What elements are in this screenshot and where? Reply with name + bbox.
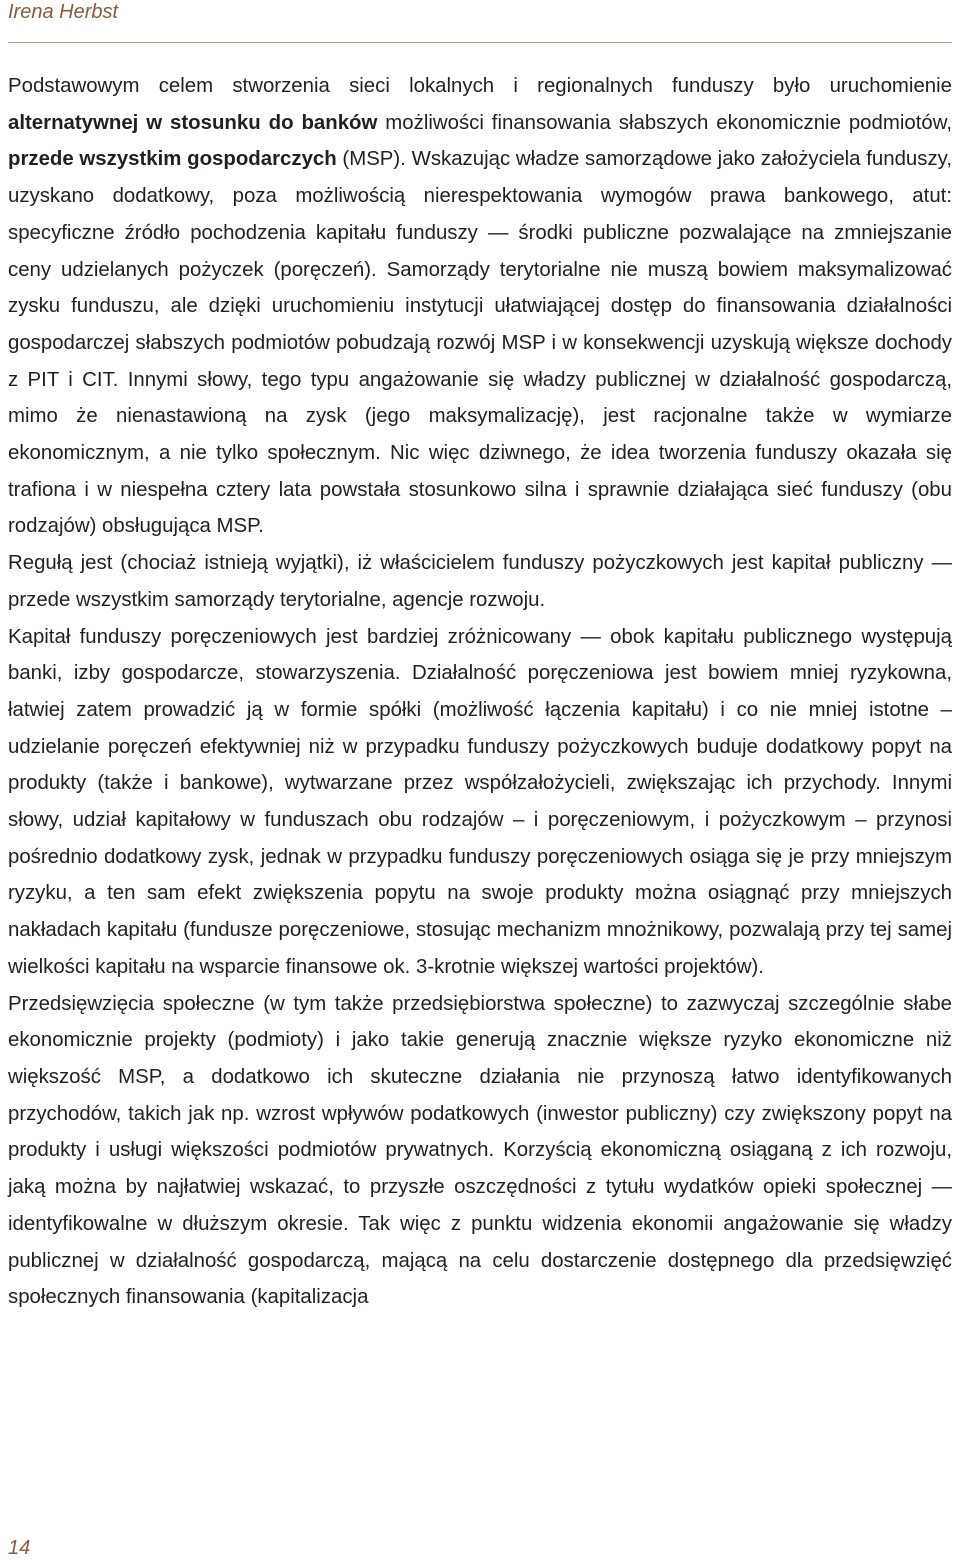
body-text xyxy=(8,68,952,1316)
paragraph-1-text-a: Podstawowym celem stworzenia sieci lokalnych i regionalnych funduszy było uruchomienie xyxy=(8,75,952,97)
paragraph-1 xyxy=(8,68,952,545)
paragraph-3: Kapitał funduszy poręczeniowych jest bardziej zróżnicowany — obok kapitału publicznego występują banki, izby gospodarcze, stowarzyszenia. Działalność poręczeniowa jest bowiem mniej ryzykowna, łatwiej zatem prowadzić ją w formie spółki (możliwość łączenia kapitału) i co nie mniej istotne – udzielanie poręczeń efektywniej niż w przypadku funduszy pożyczkowych buduje dodatkowy popyt na produkty (także i bankowe), wytwarzane przez współzałożycieli, zwiększając ich przychody. Innymi słowy, udział kapitałowy w funduszach obu rodzajów – i poręczeniowym, i pożyczkowym – przynosi pośrednio dodatkowy zysk, jednak w przypadku funduszy poręczeniowych osiąga się je przy mniejszym ryzyku, a ten sam efekt zwiększenia popytu na swoje produkty można osiągnąć przy mniejszych nakładach kapitału (fundusze poręczeniowe, stosując mechanizm mnożnikowy, pozwalają przy tej samej wielkości kapitału na wsparcie finansowe ok. 3-krotnie większej wartości projektów). xyxy=(8,625,952,978)
emphasis-alternative-to-banks: alternatywnej w stosunku do banków xyxy=(8,111,378,134)
header-divider xyxy=(8,42,952,43)
paragraph-2: Regułą jest (chociaż istnieją wyjątki), iż właścicielem funduszy pożyczkowych jest kapitał publiczny — przede wszystkim samorządy terytorialne, agencje rozwoju. xyxy=(8,552,952,611)
running-header-author: Irena Herbst xyxy=(8,1,119,23)
emphasis-mainly-economic: przede wszystkim gospodarczych xyxy=(8,148,337,171)
paragraph-1-text-c: (MSP). Wskazując władze samorządowe jako założyciela funduszy, uzyskano dodatkowy, poza możliwością nierespektowania wymogów prawa bankowego, atut: specyficzne źródło pochodzenia kapitału funduszy — środki publiczne pozwalające na zmniejszanie ceny udzielanych pożyczek (poręczeń). Samorządy terytorialne nie muszą bowiem maksymalizować zysku funduszu, ale dzięki uruchomieniu instytucji ułatwiającej dostęp do finansowania działalności gospodarczej słabszych podmiotów pobudzają rozwój MSP i w konsekwencji uzyskują większe dochody z PIT i CIT. Innymi słowy, tego typu angażowanie się władzy publicznej w działalność gospodarczą, mimo że nienastawioną na zysk (jego maksymalizację), jest racjonalne także w wymiarze ekonomicznym, a nie tylko społecznym. Nic więc dziwnego, że idea tworzenia funduszy okazała się trafiona i w niespełna cztery lata powstała stosunkowo silna i sprawnie działająca sieć funduszy (obu rodzajów) obsługująca MSP. xyxy=(8,148,952,538)
paragraph-1-text-b: możliwości finansowania słabszych ekonomicznie podmiotów, xyxy=(377,111,952,134)
paragraph-4: Przedsięwzięcia społeczne (w tym także przedsiębiorstwa społeczne) to zazwyczaj szczególnie słabe ekonomicznie projekty (podmioty) i jako takie generują znacznie większe ryzyko ekonomiczne niż większość MSP, a dodatkowo ich skuteczne działania nie przynoszą łatwo identyfikowanych przychodów, takich jak np. wzrost wpływów podatkowych (inwestor publiczny) czy zwiększony popyt na produkty i usługi większości podmiotów prywatnych. Korzyścią ekonomiczną osiąganą z ich rozwoju, jaką można by najłatwiej wskazać, to przyszłe oszczędności z tytułu wydatków opieki społecznej — identyfikowalne w dłuższym okresie. Tak więc z punktu widzenia ekonomii angażowanie się władzy publicznej w działalność gospodarczą, mającą na celu dostarczenie dostępnego dla przedsięwzięć społecznych finansowania (kapitalizacja xyxy=(8,992,952,1309)
page-number: 14 xyxy=(8,1537,31,1559)
